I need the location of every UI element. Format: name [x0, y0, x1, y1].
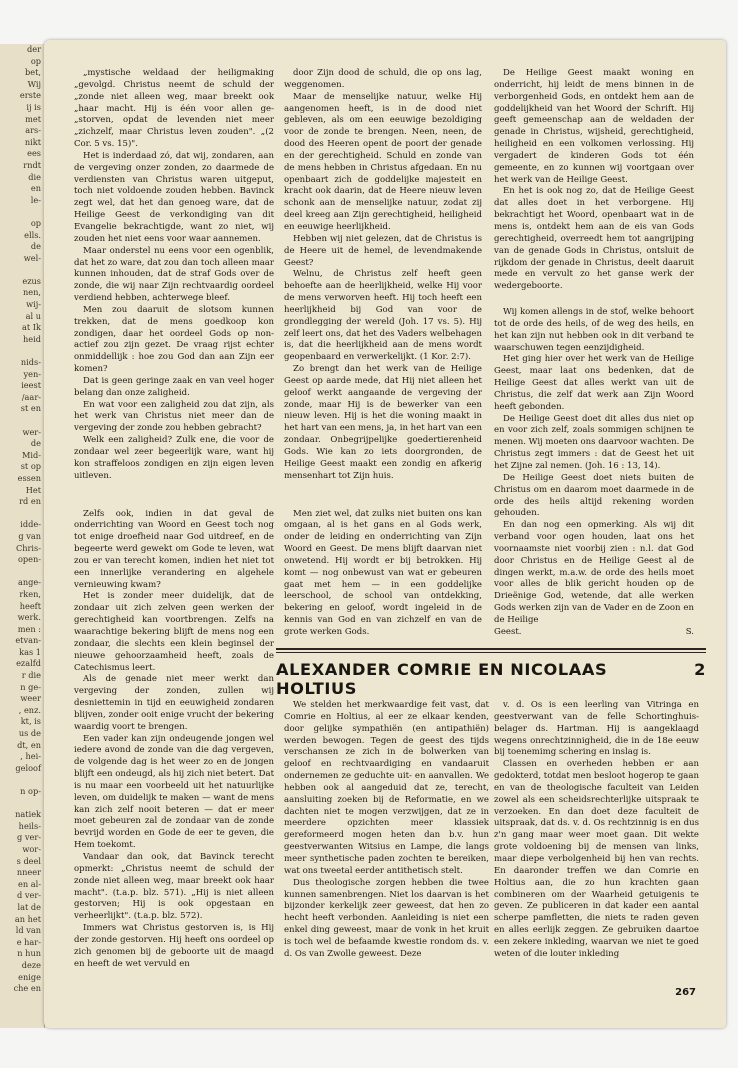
magazine-page [44, 40, 726, 1028]
gutter-line: der [26, 44, 41, 54]
paragraph: Het is inderdaad zó, dat wij, zondaren, aan de vergeving onzer zonden, zo daarmede de verdiensten van Christus waren uitgeput, toch niet voldoende zouden hebben. Bavinck zegt wel, dat het dan genoeg ware, dat de Heilige Geest de verkondiging van dit Evangelie bekrachtigde, want zo niet, wij zouden het niet eens voor waar aannemen. [74, 150, 274, 244]
gutter-line: bet, [25, 67, 41, 78]
gutter-line: ieest [21, 380, 41, 391]
column-3 [494, 68, 694, 639]
gutter-line: che en [13, 983, 41, 994]
paragraph: Zelfs ook, indien in dat geval de onderrichting van Woord en Geest toch nog tot enige droefheid naar God uitdreef, en de begeerte werd gewekt om Gode te leven, wat zou er van terecht komen, indien het niet tot een innerlijke verandering en algehele vernieuwing kwam? [74, 508, 274, 590]
gutter-line: Het [25, 484, 41, 495]
gutter-line: kas 1 [19, 646, 41, 657]
paragraph: Vandaar dan ook, dat Bavinck terecht opmerkt: „Christus neemt de schuld der zonde niet alleen weg, maar breekt ook haar macht". (t.a.p. blz. 571). „Hij is niet alleen gestorven; Hij is ook opgestaan en verheerlijkt". (t.a.p. blz. 572). [74, 852, 274, 922]
gutter-line: nneer [16, 867, 41, 878]
adjacent-page-edge [0, 44, 45, 1028]
paragraph: Dus theologische zorgen hebben die twee kunnen samenbrengen. Niet los daarvan is het bijzonder kerkelijk zeer geweest, dat hen zo hecht heeft verbonden. Aanleiding is niet een enkel ding geweest, maar de vonk in het kruit is toch wel de befaamde kwestie rondom ds. v. d. Os van Zwolle geweest. Deze [284, 877, 489, 959]
gutter-line: essen [17, 472, 41, 483]
page-number: 267 [675, 987, 696, 998]
gutter-line: le- [30, 194, 41, 205]
gutter-line: kt, is [20, 716, 41, 727]
gutter-line: met [25, 113, 41, 124]
last-word: Geest. [494, 626, 522, 637]
column-2 [284, 68, 482, 639]
gutter-line: die [28, 171, 41, 182]
gutter-line: rndt [23, 159, 41, 170]
gutter-line: e har- [16, 936, 41, 947]
paragraph: Zo brengt dan het werk van de Heilige Geest op aarde mede, dat Hij niet alleen het geloof werkt aangaande de vergeving der zonde, maar Hij is de bewerker van een nieuw leven. Hij is het die woning maakt in het hart van een mens, ja, in het hart van een zondaar. Onbegrijpelijke goedertierenheid Gods. Wie kan zo iets doorgronden, de Heilige Geest maakt een zondig en afkerig mensenhart tot Zijn huis. [284, 364, 482, 481]
gutter-line: ezus [22, 275, 41, 286]
gutter-line: ange- [17, 577, 41, 588]
paragraph: Het is zonder meer duidelijk, dat de zondaar uit zich zelven geen werken der gerechtigheid kan voortbrengen. Zelfs na waarachtige bekering blijft de mens nog een zondaar, die slechts een klein beginsel der nieuwe gehoorzaamheid heeft, zoals de Catechismus leert. [74, 591, 274, 673]
gutter-line: ells. [24, 229, 41, 240]
gutter-line: ars- [25, 125, 41, 136]
gutter-line: rken, [19, 588, 41, 599]
gutter-line: open- [17, 554, 41, 565]
article-column-1 [284, 700, 489, 961]
gutter-line: etvan- [15, 635, 41, 646]
gutter-line: op [30, 217, 41, 228]
paragraph: En het is ook nog zo, dat de Heilige Geest dat alles doet in het verborgene. Hij bekrachtigt het Woord, openbaart wat in de mens is, ontdekt hem aan de eis van Gods gerechtigheid, overreedt hem tot aangrijping van de genade Gods in Christus, ontsluit de rijkdom der genade in Christus, deelt daaruit mede en vervult zo het ganse werk der wedergeboorte. [494, 186, 694, 292]
gutter-line: natiek [15, 809, 41, 820]
gutter-line: weer [20, 693, 41, 704]
gutter-line: us de [18, 728, 41, 739]
paragraph: Een vader kan zijn ondeugende jongen wel iedere avond de zonde van die dag vergeven, de volgende dag is het weer zo en de jongen blijft een ondeugd, als hij zich niet betert. Dat is nu maar een voorbeeld uit het natuurlijke leven, om duidelijk te maken — want de mens kan zich zelf nooit beteren — dat er meer moet gebeuren zal de zondaar van de zonde bevrijd worden en Gode de eer te geven, die Hem toekomt. [74, 733, 274, 851]
gutter-line: ld van [15, 925, 41, 936]
gutter-line: nikt [24, 136, 41, 147]
gutter-line: de [30, 438, 41, 449]
headline-part-number: 2 [694, 660, 706, 679]
gutter-line: n hun [17, 948, 41, 959]
paragraph: Men ziet wel, dat zulks niet buiten ons kan omgaan, al is het gans en al Gods werk, onder de leiding en onderrichting van Zijn Woord en Geest. De mens blijft daarvan niet onwetend. Hij wordt er bij betrokken. Hij komt — nog onbewust van wat er gebeuren gaat met hem — in een goddelijke leerschool, de school van ontdekking, bekering en geloof, wordt ingeleid in de kennis van God en van zichzelf en van de grote werken Gods. [284, 508, 482, 637]
gutter-line: g van [18, 530, 41, 541]
gutter-line: g ver- [17, 832, 41, 843]
gutter-line: al u [25, 310, 41, 321]
gutter-line: n op- [20, 786, 41, 796]
paragraph: Immers wat Christus gestorven is, is Hij der zonde gestorven. Hij heeft ons oordeel op zich genomen bij de geboorte uit de maagd en heeft de wet vervuld en [74, 923, 274, 969]
gutter-line: erste [19, 90, 41, 101]
gutter-line: rd en [19, 496, 41, 507]
gutter-line: ees [27, 148, 41, 159]
gutter-line: r die [21, 670, 41, 681]
gutter-line [0, 774, 44, 786]
gutter-line: wij- [26, 299, 41, 310]
gutter-line: op [30, 55, 41, 66]
gutter-line: nids- [20, 357, 41, 368]
gutter-line: d ver- [17, 890, 41, 901]
gutter-line [0, 798, 44, 810]
gutter-line [0, 508, 44, 520]
gutter-line: de [30, 241, 41, 252]
paragraph: Welk een zaligheid? Zulk ene, die voor de zondaar wel zeer begeerlijk ware, want hij kon straffeloos zondigen en zijn eigen leven uitleven. [74, 435, 274, 481]
paragraph: door Zijn dood de schuld, die op ons lag, weggenomen. [284, 68, 482, 90]
paragraph: Men zou daaruit de slotsom kunnen trekken, dat de mens goedkoop kon zondigen, daar het oordeel Gods op non-actief zou zijn gezet. De vraag rijst echter onmiddellijk : hoe zou God dan aan Zijn eer komen? [74, 304, 274, 375]
gutter-line: enige [18, 971, 41, 982]
gutter-line: n ge- [20, 681, 41, 692]
paragraph: De Heilige Geest doet niets buiten de Christus om en daarom moet daarmede in de orde des heils altijd rekening worden gehouden. [494, 472, 694, 519]
column-1 [74, 68, 274, 970]
paragraph: We stelden het merkwaardige feit vast, dat Comrie en Holtius, al eer ze elkaar kenden, door gelijke sympathiën (en antipathiën) werden bewogen. Tegen de geest des tijds verschansen ze zich in de bolwerken van geloof en rechtvaardiging en vandaaruit ondernemen ze geduchte uit- en aanvallen. We hebben ook al aangeduid dat ze, terecht, aansluiting zoeken bij de Reformatie, en we dachten niet te mogen verzwijgen, dat ze in meerdere opzichten meer klassiek gereformeerd mogen heten dan b.v. hun geestverwanten Witsius en Lampe, die langs meer synthetische paden zochten te bereiken, wat ons tweetal eerder antithetisch stelt. [284, 700, 489, 876]
gutter-line: werk. [17, 612, 41, 623]
gutter-line: lat de [17, 901, 41, 912]
gutter-line: Wij [27, 78, 41, 89]
gutter-line: at Ik [22, 322, 41, 333]
gutter-line: ezalfd [16, 658, 41, 669]
article-headline [276, 660, 706, 698]
gutter-line [0, 206, 44, 218]
paragraph: Maar onderstel nu eens voor een ogenblik, dat het zo ware, dat zou dan toch alleen maar kunnen inhouden, dat de straf Gods over de zonde, die wij naar Zijn rechtvaardig oordeel verdiend hebben, achterwege bleef. [74, 245, 274, 304]
gutter-line: yen- [23, 368, 41, 379]
article-column-2 [494, 700, 699, 961]
gutter-line [0, 345, 44, 357]
signature-line [494, 627, 694, 639]
author-signature: S. [685, 626, 694, 637]
paragraph: v. d. Os is een leerling van Vitringa en geestverwant van de felle Schortinghuis-belager ds. Hartman. Hij is aangeklaagd wegens onrechtzinnigheid, die in de 18e eeuw bij toenemimg schering en inslag is. [494, 700, 699, 758]
gutter-line: , enz. [18, 704, 41, 715]
gutter-line: an het [14, 913, 41, 924]
gutter-line: geloof [15, 762, 41, 773]
headline-title: ALEXANDER COMRIE EN NICOLAAS HOLTIUS [276, 660, 608, 698]
gutter-line: st op [20, 461, 41, 472]
gutter-line [0, 264, 44, 276]
gutter-line: Mid- [21, 449, 41, 460]
gutter-line: wel- [23, 252, 41, 263]
paragraph: En wat voor een zaligheid zou dat zijn, als het werk van Christus niet meer dan de vergeving der zonde zou hebben gebracht? [74, 399, 274, 434]
gutter-line: st en [20, 403, 41, 414]
paragraph: Het ging hier over het werk van de Heilige Geest, maar laat ons bedenken, dat de Heilige Geest dat alles werkt van uit de Christus, die zelf dat werk aan Zijn Woord heeft gebonden. [494, 354, 694, 412]
gutter-line: Chris- [15, 542, 41, 553]
paragraph: Welnu, de Christus zelf heeft geen behoefte aan de heerlijkheid, welke Hij voor de mens verworven heeft. Hij toch heeft een heerlijkheid bij God van voor de grondlegging der wereld (Joh. 17 vs. 5). Hij zelf leert ons, dat het des Vaders welbehagen is, dat die heerlijkheid aan de mens wordt geopenbaard en verwerkelijkt. (1 Kor. 2:7). [284, 269, 482, 363]
gutter-line: wor- [22, 843, 41, 854]
gutter-line: heeft [19, 600, 41, 611]
gutter-line: deze [21, 959, 41, 970]
gutter-line: en [30, 183, 41, 194]
section-rule [276, 648, 706, 653]
paragraph: Als de genade niet meer werkt dan vergeving der zonden, zullen wij desniettemin in tijd en eeuwigheid zondaren blijven, zonder ooit enige vrucht der bekering waardig voort te brengen. [74, 674, 274, 732]
gutter-line: men : [17, 623, 41, 634]
paragraph: Dat is geen geringe zaak en van veel hoger belang dan onze zaligheid. [74, 375, 274, 398]
gutter-line: nen, [23, 287, 41, 298]
gutter-line: wer- [22, 426, 41, 437]
paragraph: „mystische weldaad der heiligmaking „gevolgd. Christus neemt de schuld der „zonde niet alleen weg, maar breekt ook „haar macht. Hij is één voor allen ge-„storven, opdat de levenden niet meer „zichzelf, maar Christus leven zouden". „(2 Cor. 5 vs. 15)". [74, 68, 274, 150]
gutter-line: en al- [18, 878, 41, 889]
paragraph: Hebben wij niet gelezen, dat de Christus is de Heere uit de hemel, de levendmakende Geest? [284, 233, 482, 268]
gutter-line: /aar- [21, 391, 41, 402]
gutter-line: s deel [16, 855, 41, 866]
paragraph: De Heilige Geest maakt woning en onderricht, hij leidt de mens binnen in de verborgenheid Gods, en ontdekt hem aan de goddelijkheid van het Woord der Schrift. Hij geeft gemeenschap aan de weldaden der genade in Christus, wijsheid, gerechtigheid, heiligheid en een volkomen verlossing. Hij vergadert de kinderen Gods tot één gemeente, en zo kunnen wij voortgaan over het werk van de Heilige Geest. [494, 68, 694, 185]
gutter-line: ij is [26, 101, 41, 112]
gutter-line: heid [23, 333, 41, 344]
paragraph: Wij komen allengs in de stof, welke behoort tot de orde des heils, of de weg des heils, en het kan zijn nut hebben ook in dit verband te waarschuwen tegen eenzijdigheid. [494, 307, 694, 353]
gutter-line: , hei- [20, 751, 41, 762]
paragraph: De Heilige Geest doet dit alles dus niet op en voor zich zelf, zoals sommigen schijnen te menen. Wij moeten ons daarvoor wachten. De Christus zegt immers : dat de Geest het uit het Zijne zal nemen. (Joh. 16 : 13, 14). [494, 413, 694, 471]
gutter-line [0, 415, 44, 427]
paragraph: Classen en overheden hebben er aan gedokterd, totdat men besloot hogerop te gaan en van de theologische faculteit van Leiden zowel als een scheidsrechterlijke uitspraak te verzoeken. En dan doet deze faculteit de uitspraak, dat ds. v. d. Os rechtzinnig is en dus z'n gang maar weer moet gaan. Dit wekte grote voldoening bij de mensen van links, maar diepe verbolgenheid bij hen van rechts. En daaronder treffen we dan Comrie en Holtius aan, die zo hun krachten gaan combineren om der Waarheid getuigenis te geven. Ze publiceren in dat kader een aantal scherpe pamfletten, die niets te raden geven en alles eerlijk zeggen. Ze gebruiken daartoe een zekere inkleding, waarvan we niet te goed weten of die louter inkleding [494, 759, 699, 959]
gutter-line: idde- [20, 519, 41, 530]
paragraph: En dan nog een opmerking. Als wij dit verband voor ogen houden, laat ons het voornaamste niet voorbij zien : n.l. dat God door Christus en de Heilige Geest al de dingen werkt, m.a.w. de orde des heils moet voor alles de blik gericht houden op de Drieënige God, wetende, dat alle werken Gods werken zijn van de Vader en de Zoon en de Heilige [494, 520, 694, 625]
gutter-line [0, 566, 44, 578]
paragraph: Maar de menselijke natuur, welke Hij aangenomen heeft, is in de dood niet gebleven, als om een eeuwige bezoldiging voor de zonde te brengen. Neen, neen, de dood des Heeren opent de poort der genade en der gerechtigheid. Schuld en zonde van de mens hebben in Christus afgedaan. En nu openbaart zich de goddelijke majesteit en kracht ook daarin, dat de Heere nieuw leven schonk aan de menselijke natuur, zodat zij deel kreeg aan Zijn gerechtigheid, heiligheid en eeuwige heerlijkheid. [284, 91, 482, 232]
gutter-line: heils- [18, 820, 41, 831]
gutter-line: dt, en [17, 739, 41, 750]
